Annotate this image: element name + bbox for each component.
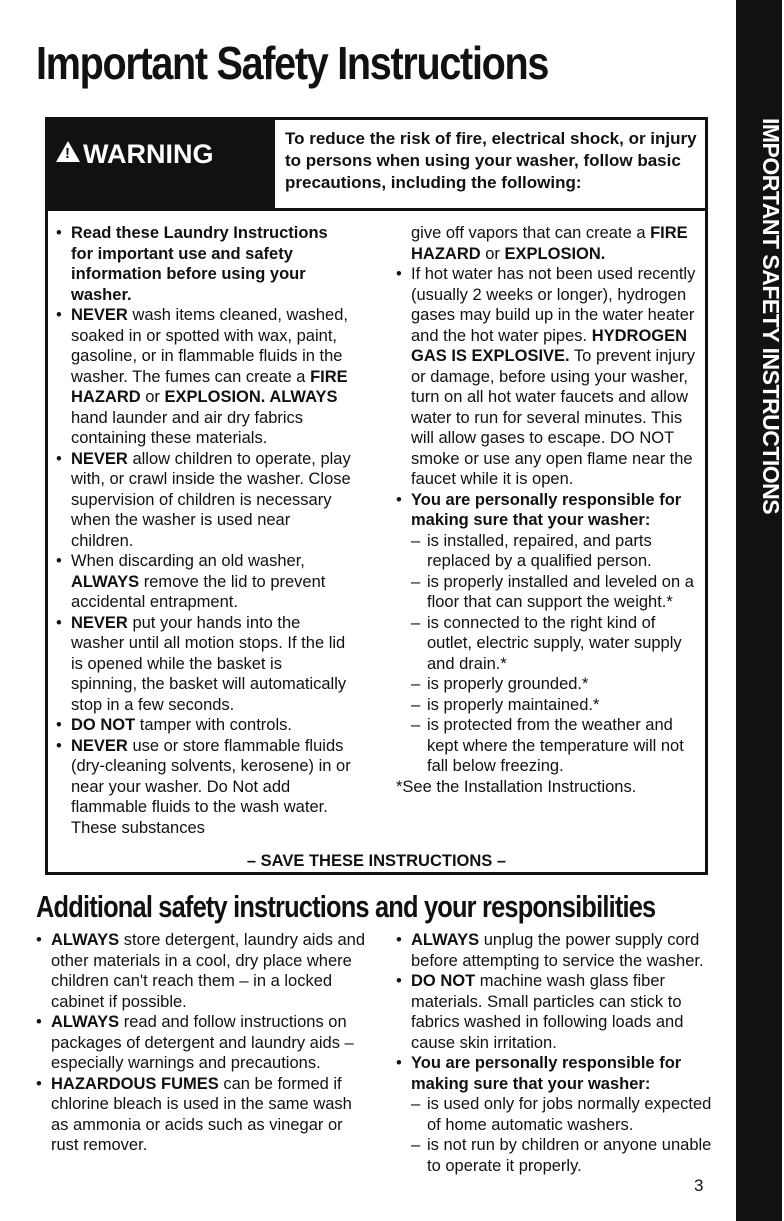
- warning-item: • NEVER put your hands into the washer until all motion stops. If the lid is opened while the basket is spinning, the basket will automatically stop in a few seconds.: [56, 613, 352, 716]
- warning-header: [48, 120, 275, 211]
- warning-right-sublist: [396, 531, 696, 777]
- additional-subitem: – is used only for jobs normally expected of home automatic washers.: [411, 1094, 726, 1135]
- warning-item: • NEVER wash items cleaned, washed, soaked in or spotted with wax, paint, gasoline, or in flammable fluids in the washer. The fumes can create a FIRE HAZARD or EXPLOSION. ALWAYS hand launder and air dry fabrics containing these materials.: [56, 305, 352, 449]
- warning-intro: To reduce the risk of fire, electrical shock, or injury to persons when using your washer, follow basic precautions, including the following:: [285, 129, 697, 192]
- warning-subitem: – is protected from the weather and kept where the temperature will not fall below freezing.: [411, 715, 696, 777]
- additional-right-list: [396, 930, 726, 1094]
- warning-triangle-icon: [56, 141, 80, 162]
- warning-right-column: [396, 223, 696, 797]
- additional-item: • ALWAYS store detergent, laundry aids and other materials in a cool, dry place where children can't reach them – in a locked cabinet if possible.: [36, 930, 366, 1012]
- additional-right-column: [396, 930, 726, 1176]
- warning-subitem: – is connected to the right kind of outlet, electric supply, water supply and drain.*: [411, 613, 696, 675]
- additional-item: • You are personally responsible for making sure that your washer:: [396, 1053, 726, 1094]
- warning-item: • NEVER allow children to operate, play with, or crawl inside the washer. Close supervision of children is necessary when the washer is used near children.: [56, 449, 352, 552]
- page-number: 3: [694, 1176, 704, 1195]
- warning-item: • Read these Laundry Instructions for important use and safety information before using your washer.: [56, 223, 352, 305]
- warning-item: • DO NOT tamper with controls.: [56, 715, 352, 736]
- page-title: Important Safety Instructions: [36, 37, 549, 89]
- warning-label: WARNING: [83, 139, 214, 169]
- warning-subitem: – is properly installed and leveled on a floor that can support the weight.*: [411, 572, 696, 613]
- additional-right-sublist: [396, 1094, 726, 1176]
- warning-footnote: *See the Installation Instructions.: [396, 777, 637, 796]
- additional-item: • ALWAYS unplug the power supply cord before attempting to service the washer.: [396, 930, 726, 971]
- additional-left-list: [36, 930, 366, 1156]
- warning-item: • NEVER use or store flammable fluids (dry-cleaning solvents, kerosene) in or near your washer. Do Not add flammable fluids to the wash water. These substances: [56, 736, 352, 839]
- warning-subitem: – is installed, repaired, and parts replaced by a qualified person.: [411, 531, 696, 572]
- warning-box: [45, 117, 708, 875]
- save-instructions: – SAVE THESE INSTRUCTIONS –: [246, 852, 507, 870]
- warning-left-column: [56, 223, 352, 838]
- warning-item: • You are personally responsible for making sure that your washer:: [396, 490, 696, 531]
- additional-heading: Additional safety instructions and your responsibilities: [36, 889, 656, 924]
- additional-item: • ALWAYS read and follow instructions on packages of detergent and laundry aids – especially warnings and precautions.: [36, 1012, 366, 1074]
- warning-left-list: [56, 223, 352, 838]
- warning-label-wrap: [56, 139, 214, 170]
- warning-right-list: [396, 264, 696, 531]
- additional-left-column: [36, 930, 366, 1156]
- side-tab-label: IMPORTANT SAFETY INSTRUCTIONS: [758, 118, 784, 515]
- warning-item: • If hot water has not been used recently (usually 2 weeks or longer), hydrogen gases may build up in the water heater and the hot water pipes. HYDROGEN GAS IS EXPLOSIVE. To prevent injury or damage, before using your washer, turn on all hot water faucets and allow water to run for several minutes. This will allow gases to escape. DO NOT smoke or use any open flame near the faucet while it is open.: [396, 264, 696, 490]
- side-tab-label-wrap: [758, 118, 784, 515]
- warning-subitem: – is properly maintained.*: [411, 695, 696, 716]
- additional-item: • DO NOT machine wash glass fiber materials. Small particles can stick to fabrics washed in following loads and cause skin irritation.: [396, 971, 726, 1053]
- additional-item: • HAZARDOUS FUMES can be formed if chlorine bleach is used in the same wash as ammonia or acids such as vinegar or rust remover.: [36, 1074, 366, 1156]
- warning-intro-box: [275, 120, 705, 211]
- warning-item: • When discarding an old washer, ALWAYS remove the lid to prevent accidental entrapment.: [56, 551, 352, 613]
- warning-right-continuation: give off vapors that can create a FIRE HAZARD or EXPLOSION.: [411, 224, 688, 263]
- warning-subitem: – is properly grounded.*: [411, 674, 696, 695]
- additional-subitem: – is not run by children or anyone unable to operate it properly.: [411, 1135, 726, 1176]
